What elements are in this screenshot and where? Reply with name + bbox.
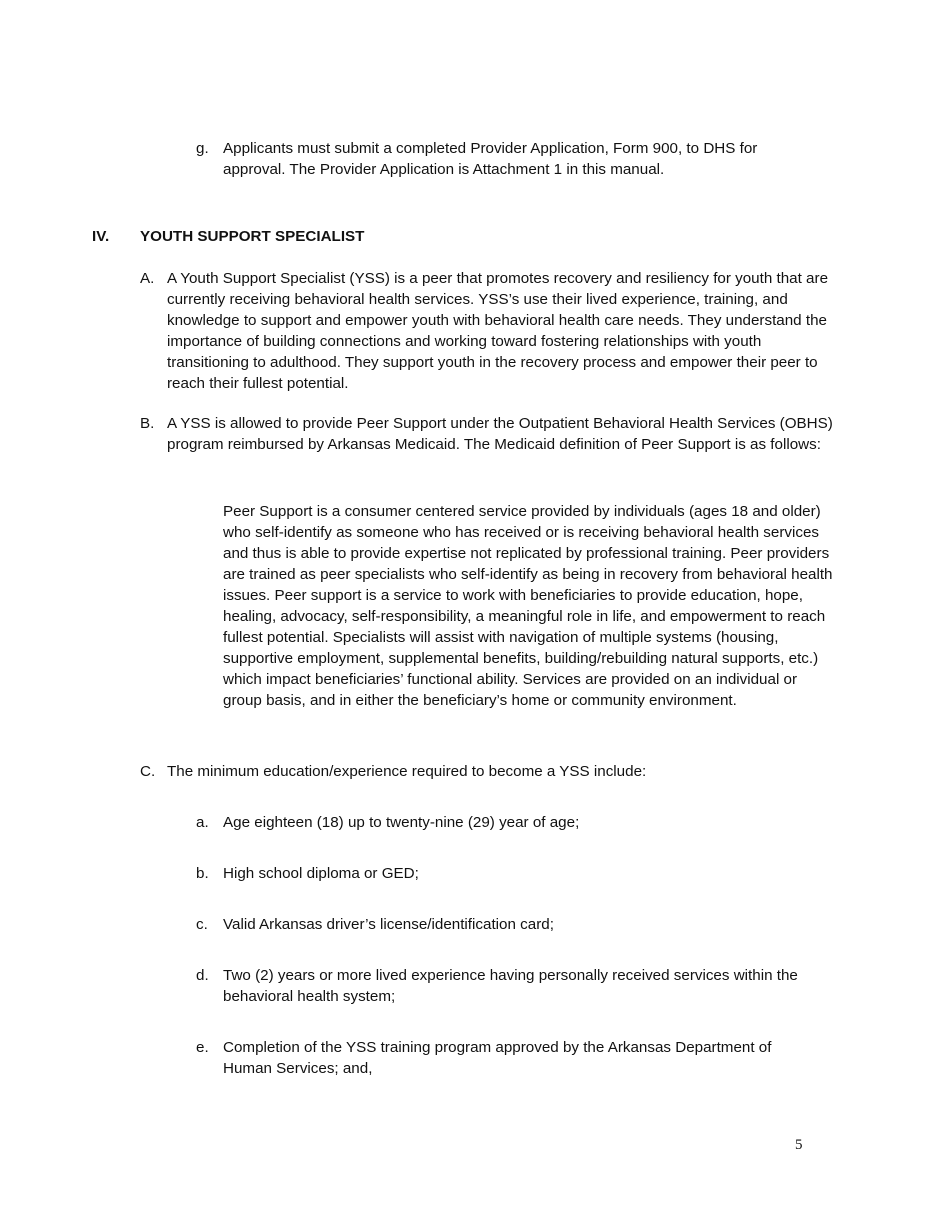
paragraph-a: A Youth Support Specialist (YSS) is a peer that promotes recovery and resiliency for youth that are currently receiving behavioral health services. YSS’s use their lived experience, training, and knowledge to support and empower youth with behavioral health care needs. They understand the importance of building connections and working toward fostering relationships with youth transitioning to adulthood. They support youth in the recovery process and empower their peer to reach their fullest potential. (167, 270, 829, 392)
requirement-marker: a. (196, 814, 209, 831)
paragraph-b: A YSS is allowed to provide Peer Support under the Outpatient Behavioral Health Services (OBHS) program reimbursed by Arkansas Medicaid. The Medicaid definition of Peer Support is as follows: (167, 415, 833, 453)
requirement-marker: b. (196, 865, 209, 882)
requirement-item: Completion of the YSS training program approved by the Arkansas Department of Human Services; and, (223, 1039, 772, 1077)
requirement-marker: e. (196, 1039, 209, 1056)
requirement-item: High school diploma or GED; (223, 865, 419, 882)
paragraph-c: The minimum education/experience required to become a YSS include: (167, 763, 647, 780)
list-marker-g: g. (196, 140, 209, 157)
peer-support-definition: Peer Support is a consumer centered service provided by individuals (ages 18 and older) who self-identify as someone who has received or is receiving behavioral health services and thus is able to provide expertise not replicated by professional training. Peer providers are trained as peer specialists who self-identify as being in recovery from behavioral health issues. Peer support is a service to work with beneficiaries to provide education, hope, healing, advocacy, self-responsibility, a meaningful role in life, and empowerment to reach fullest potential. Specialists will assist with navigation of multiple systems (housing, supportive employment, supplemental benefits, building/rebuilding natural supports, etc.) which impact beneficiaries’ functional ability. Services are provided on an individual or group basis, and in either the beneficiary’s home or community environment. (223, 503, 833, 709)
requirement-marker: c. (196, 916, 208, 933)
requirement-item: Two (2) years or more lived experience having personally received services within the behavioral health system; (223, 967, 798, 1005)
section-number: IV. (92, 228, 110, 245)
list-item-g: Applicants must submit a completed Provider Application, Form 900, to DHS for approval. The Provider Application is Attachment 1 in this manual. (223, 140, 758, 178)
requirement-item: Valid Arkansas driver’s license/identification card; (223, 916, 554, 933)
paragraph-marker-b: B. (140, 415, 155, 432)
paragraph-marker-a: A. (140, 270, 155, 287)
paragraph-marker-c: C. (140, 763, 156, 780)
section-title: YOUTH SUPPORT SPECIALIST (140, 228, 365, 245)
requirement-item: Age eighteen (18) up to twenty-nine (29) year of age; (223, 814, 580, 831)
page-number: 5 (795, 1137, 803, 1153)
requirement-marker: d. (196, 967, 209, 984)
